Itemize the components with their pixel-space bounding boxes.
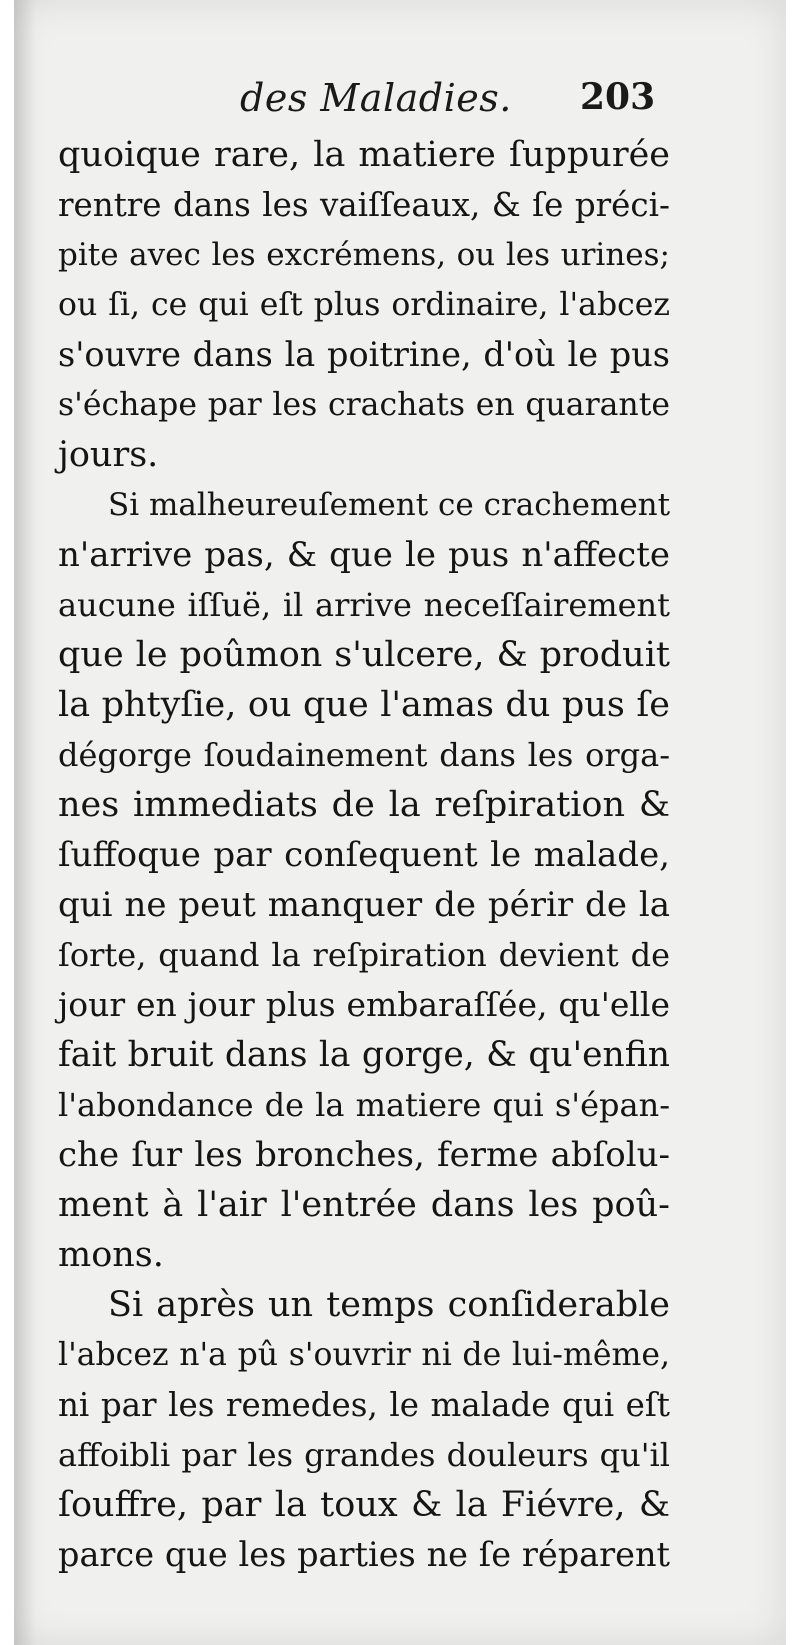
text-line: quoique rare, la matiere ſuppurée bbox=[58, 135, 670, 175]
text-line: pite avec les excrémens, ou les urines; bbox=[58, 237, 670, 273]
text-line: mons. bbox=[58, 1235, 164, 1275]
book-page bbox=[14, 0, 786, 1645]
body-text bbox=[58, 130, 670, 1580]
running-head-title: des Maladies. bbox=[240, 76, 512, 120]
text-line: aucune iſſuë, il arrive neceſſairement bbox=[58, 586, 670, 624]
text-line: affoibli par les grandes douleurs qu'il bbox=[58, 1436, 670, 1474]
text-line: ſuffoque par conſequent le malade, bbox=[58, 835, 670, 875]
text-line: rentre dans les vaiſſeaux, & ſe préci- bbox=[58, 186, 670, 224]
text-line: jours. bbox=[58, 435, 159, 475]
text-line: l'abondance de la matiere qui s'épan- bbox=[58, 1086, 670, 1124]
text-line: ni par les remedes, le malade qui eſt bbox=[58, 1386, 670, 1424]
text-line: que le poûmon s'ulcere, & produit bbox=[58, 635, 670, 675]
text-line: ment à l'air l'entrée dans les poû- bbox=[58, 1185, 670, 1225]
text-line: ſorte, quand la reſpiration devient de bbox=[58, 936, 670, 974]
paragraph-start-line: Si après un temps conſiderable bbox=[108, 1285, 670, 1325]
text-line: n'arrive pas, & que le pus n'affecte bbox=[58, 535, 670, 575]
text-line: qui ne peut manquer de périr de la bbox=[58, 885, 670, 925]
text-line: dégorge ſoudainement dans les orga- bbox=[58, 736, 670, 774]
text-line: jour en jour plus embaraſſée, qu'elle bbox=[58, 985, 670, 1024]
text-line: ou ſi, ce qui eſt plus ordinaire, l'abcez bbox=[58, 287, 670, 323]
text-line: che ſur les bronches, ferme abſolu- bbox=[58, 1135, 670, 1175]
running-head bbox=[14, 76, 786, 126]
page-number: 203 bbox=[580, 76, 656, 118]
text-line: l'abcez n'a pû s'ouvrir ni de lui-même, bbox=[58, 1337, 670, 1373]
text-line: fait bruit dans la gorge, & qu'enfin bbox=[58, 1035, 670, 1075]
text-line: nes immediats de la reſpiration & bbox=[58, 785, 670, 825]
spine-shadow bbox=[14, 0, 36, 1645]
text-line: parce que les parties ne ſe réparent bbox=[58, 1535, 670, 1574]
text-line: s'ouvre dans la poitrine, d'où le pus bbox=[58, 335, 670, 374]
text-line: la phtyſie, ou que l'amas du pus ſe bbox=[58, 685, 670, 725]
text-line: s'échape par les crachats en quarante bbox=[58, 387, 670, 423]
text-line: ſouffre, par la toux & la Fiévre, & bbox=[58, 1485, 670, 1525]
paragraph-start-line: Si malheureuſement ce crachement bbox=[108, 487, 671, 523]
